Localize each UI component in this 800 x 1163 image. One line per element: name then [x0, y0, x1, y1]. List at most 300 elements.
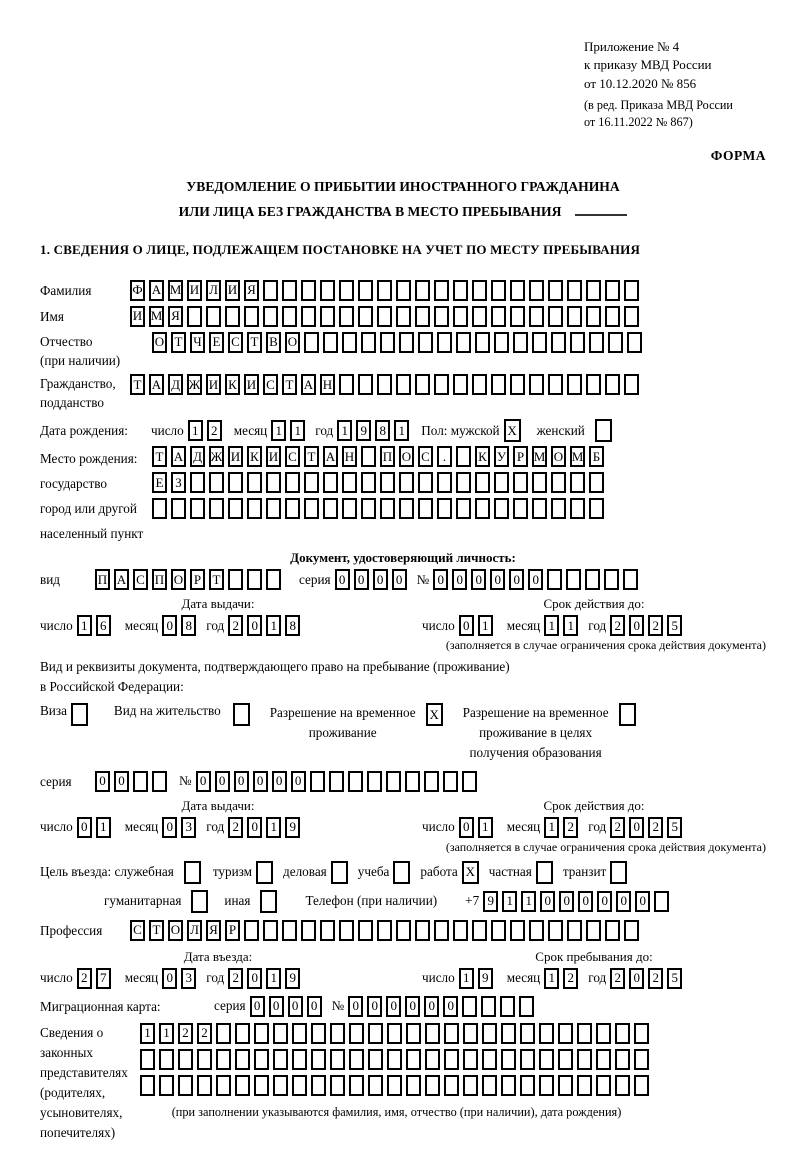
cell[interactable]: 0	[291, 771, 306, 792]
cell[interactable]	[551, 332, 566, 353]
cell[interactable]	[577, 1049, 592, 1070]
cell[interactable]	[532, 472, 547, 493]
cell[interactable]: 0	[288, 996, 303, 1017]
cell[interactable]	[491, 374, 506, 395]
cell[interactable]	[292, 1075, 307, 1096]
cell[interactable]	[418, 332, 433, 353]
cell[interactable]	[570, 472, 585, 493]
mig-series-cells[interactable]	[250, 996, 326, 1017]
cell[interactable]	[140, 1049, 155, 1070]
doc-number-cells[interactable]	[433, 569, 642, 590]
cell[interactable]	[551, 472, 566, 493]
cell[interactable]	[387, 1049, 402, 1070]
cell[interactable]	[282, 920, 297, 941]
cell[interactable]	[463, 1049, 478, 1070]
cell[interactable]	[197, 1075, 212, 1096]
cell[interactable]: Т	[171, 332, 186, 353]
cell[interactable]: И	[244, 374, 259, 395]
cell[interactable]	[399, 498, 414, 519]
cell[interactable]	[216, 1075, 231, 1096]
cell[interactable]: И	[206, 374, 221, 395]
cell[interactable]	[444, 1023, 459, 1044]
name-cells[interactable]	[130, 306, 643, 327]
cell[interactable]	[190, 472, 205, 493]
cell[interactable]: 2	[648, 615, 663, 636]
cell[interactable]	[358, 280, 373, 301]
cell[interactable]	[358, 920, 373, 941]
cell[interactable]: 0	[354, 569, 369, 590]
cell[interactable]	[624, 306, 639, 327]
cell[interactable]	[491, 280, 506, 301]
cell[interactable]	[377, 306, 392, 327]
cell[interactable]	[184, 861, 201, 884]
cell[interactable]	[627, 332, 642, 353]
cell[interactable]: 2	[610, 817, 625, 838]
cell[interactable]: 0	[335, 569, 350, 590]
cell[interactable]	[367, 771, 382, 792]
cell[interactable]: Ч	[190, 332, 205, 353]
cell[interactable]: Т	[209, 569, 224, 590]
cell[interactable]: 9	[356, 420, 371, 441]
cell[interactable]	[472, 374, 487, 395]
cell[interactable]	[263, 306, 278, 327]
cell[interactable]: 0	[367, 996, 382, 1017]
cell[interactable]	[292, 1023, 307, 1044]
cell[interactable]	[225, 306, 240, 327]
cell[interactable]	[329, 771, 344, 792]
cell[interactable]	[437, 332, 452, 353]
cell[interactable]	[71, 703, 88, 726]
cell[interactable]	[263, 280, 278, 301]
cell[interactable]	[405, 771, 420, 792]
representatives-row-2[interactable]	[140, 1049, 653, 1070]
cell[interactable]	[529, 280, 544, 301]
cell[interactable]	[339, 374, 354, 395]
cell[interactable]	[567, 374, 582, 395]
cell[interactable]	[387, 1075, 402, 1096]
cell[interactable]: 3	[181, 968, 196, 989]
cell[interactable]	[595, 419, 612, 442]
cell[interactable]: 0	[95, 771, 110, 792]
cell[interactable]	[304, 332, 319, 353]
cell[interactable]: 9	[285, 817, 300, 838]
cell[interactable]	[619, 703, 636, 726]
cell[interactable]	[501, 1075, 516, 1096]
cell[interactable]	[634, 1049, 649, 1070]
cell[interactable]: Е	[209, 332, 224, 353]
cell[interactable]: 1	[544, 817, 559, 838]
cell[interactable]	[520, 1075, 535, 1096]
cell[interactable]	[608, 332, 623, 353]
cell[interactable]	[396, 280, 411, 301]
cell[interactable]: 2	[610, 968, 625, 989]
cell[interactable]	[187, 306, 202, 327]
purpose-private-checkbox[interactable]	[536, 861, 557, 884]
doc-series-cells[interactable]	[335, 569, 411, 590]
cell[interactable]: А	[149, 374, 164, 395]
cell[interactable]: 9	[478, 968, 493, 989]
cell[interactable]	[330, 1075, 345, 1096]
cell[interactable]: 0	[348, 996, 363, 1017]
cell[interactable]: 2	[228, 817, 243, 838]
cell[interactable]: Т	[282, 374, 297, 395]
cell[interactable]: Р	[225, 920, 240, 941]
doc-valid-month-cells[interactable]	[544, 615, 582, 636]
cell[interactable]	[348, 771, 363, 792]
cell[interactable]: 0	[162, 615, 177, 636]
cell[interactable]: 0	[559, 891, 574, 912]
permit-issue-day-cells[interactable]	[77, 817, 115, 838]
cell[interactable]: Б	[589, 446, 604, 467]
cell[interactable]: Р	[190, 569, 205, 590]
cell[interactable]	[393, 861, 410, 884]
cell[interactable]: Д	[168, 374, 183, 395]
cell[interactable]: 0	[162, 817, 177, 838]
cell[interactable]: 6	[96, 615, 111, 636]
cell[interactable]	[494, 498, 509, 519]
cell[interactable]	[320, 280, 335, 301]
cell[interactable]: 1	[521, 891, 536, 912]
cell[interactable]: К	[475, 446, 490, 467]
cell[interactable]: Т	[130, 374, 145, 395]
cell[interactable]: 0	[629, 817, 644, 838]
cell[interactable]	[301, 920, 316, 941]
purpose-tourism-checkbox[interactable]	[256, 861, 277, 884]
cell[interactable]: 2	[648, 817, 663, 838]
cell[interactable]	[206, 306, 221, 327]
permit-series-cells[interactable]	[95, 771, 171, 792]
cell[interactable]	[453, 920, 468, 941]
cell[interactable]	[536, 861, 553, 884]
permit-issue-month-cells[interactable]	[162, 817, 200, 838]
cell[interactable]	[310, 771, 325, 792]
cell[interactable]	[396, 920, 411, 941]
cell[interactable]: 0	[490, 569, 505, 590]
birth-place-row-1[interactable]	[152, 446, 608, 467]
cell[interactable]	[585, 569, 600, 590]
purpose-work-checkbox[interactable]	[462, 861, 483, 884]
cell[interactable]	[342, 332, 357, 353]
cell[interactable]	[415, 374, 430, 395]
cell[interactable]	[330, 1049, 345, 1070]
cell[interactable]	[425, 1049, 440, 1070]
cell[interactable]	[453, 280, 468, 301]
cell[interactable]	[159, 1075, 174, 1096]
cell[interactable]: 1	[459, 968, 474, 989]
cell[interactable]: Ж	[187, 374, 202, 395]
cell[interactable]: 1	[290, 420, 305, 441]
cell[interactable]	[301, 306, 316, 327]
cell[interactable]	[339, 306, 354, 327]
cell[interactable]	[266, 498, 281, 519]
surname-cells[interactable]	[130, 280, 643, 301]
cell[interactable]: И	[130, 306, 145, 327]
cell[interactable]	[437, 498, 452, 519]
cell[interactable]: 1	[266, 817, 281, 838]
cell[interactable]	[529, 306, 544, 327]
cell[interactable]	[463, 1023, 478, 1044]
cell[interactable]: П	[380, 446, 395, 467]
cell[interactable]: 1	[394, 420, 409, 441]
cell[interactable]	[266, 472, 281, 493]
cell[interactable]	[532, 498, 547, 519]
stay-year-cells[interactable]	[610, 968, 686, 989]
cell[interactable]	[406, 1049, 421, 1070]
cell[interactable]: 0	[629, 968, 644, 989]
cell[interactable]	[323, 332, 338, 353]
cell[interactable]	[273, 1049, 288, 1070]
cell[interactable]	[323, 472, 338, 493]
stay-month-cells[interactable]	[544, 968, 582, 989]
cell[interactable]: О	[152, 332, 167, 353]
cell[interactable]: 7	[96, 968, 111, 989]
cell[interactable]	[171, 498, 186, 519]
residence-permit-checkbox[interactable]	[233, 703, 254, 726]
cell[interactable]	[358, 306, 373, 327]
dob-day-cells[interactable]	[188, 420, 226, 441]
cell[interactable]	[462, 771, 477, 792]
birth-place-row-2[interactable]	[152, 472, 608, 493]
cell[interactable]	[501, 1023, 516, 1044]
cell[interactable]	[551, 498, 566, 519]
cell[interactable]: С	[285, 446, 300, 467]
cell[interactable]	[247, 569, 262, 590]
cell[interactable]	[434, 280, 449, 301]
cell[interactable]	[589, 498, 604, 519]
cell[interactable]	[263, 920, 278, 941]
cell[interactable]	[463, 1075, 478, 1096]
cell[interactable]	[311, 1075, 326, 1096]
purpose-transit-checkbox[interactable]	[610, 861, 631, 884]
cell[interactable]	[178, 1049, 193, 1070]
cell[interactable]: 0	[452, 569, 467, 590]
cell[interactable]: X	[504, 419, 521, 442]
cell[interactable]	[539, 1049, 554, 1070]
cell[interactable]	[456, 472, 471, 493]
cell[interactable]: .	[437, 446, 452, 467]
cell[interactable]: 2	[178, 1023, 193, 1044]
cell[interactable]	[133, 771, 148, 792]
cell[interactable]: Я	[244, 280, 259, 301]
cell[interactable]: 0	[234, 771, 249, 792]
cell[interactable]	[191, 890, 208, 913]
cell[interactable]: Ф	[130, 280, 145, 301]
cell[interactable]: 0	[392, 569, 407, 590]
cell[interactable]: 0	[247, 615, 262, 636]
cell[interactable]: 0	[373, 569, 388, 590]
cell[interactable]	[444, 1075, 459, 1096]
cell[interactable]	[152, 498, 167, 519]
cell[interactable]	[396, 374, 411, 395]
cell[interactable]: Ж	[209, 446, 224, 467]
cell[interactable]	[624, 280, 639, 301]
cell[interactable]	[532, 332, 547, 353]
cell[interactable]	[548, 374, 563, 395]
cell[interactable]: Т	[247, 332, 262, 353]
cell[interactable]: 0	[471, 569, 486, 590]
cell[interactable]	[361, 446, 376, 467]
cell[interactable]	[610, 861, 627, 884]
cell[interactable]	[444, 1049, 459, 1070]
cell[interactable]: 0	[247, 968, 262, 989]
cell[interactable]	[228, 498, 243, 519]
cell[interactable]	[472, 280, 487, 301]
cell[interactable]	[548, 280, 563, 301]
cell[interactable]	[577, 1023, 592, 1044]
phone-cells[interactable]	[483, 891, 673, 912]
cell[interactable]	[304, 498, 319, 519]
temp-permit-checkbox[interactable]	[426, 703, 447, 726]
cell[interactable]	[415, 920, 430, 941]
cell[interactable]: Н	[320, 374, 335, 395]
cell[interactable]	[254, 1075, 269, 1096]
cell[interactable]: И	[266, 446, 281, 467]
cell[interactable]	[491, 306, 506, 327]
cell[interactable]	[209, 472, 224, 493]
cell[interactable]: 0	[509, 569, 524, 590]
doc-valid-day-cells[interactable]	[459, 615, 497, 636]
cell[interactable]	[558, 1075, 573, 1096]
cell[interactable]	[361, 332, 376, 353]
cell[interactable]: Л	[187, 920, 202, 941]
cell[interactable]: 2	[610, 615, 625, 636]
cell[interactable]: Р	[513, 446, 528, 467]
cell[interactable]	[399, 332, 414, 353]
cell[interactable]	[339, 920, 354, 941]
entry-day-cells[interactable]	[77, 968, 115, 989]
cell[interactable]: Я	[168, 306, 183, 327]
cell[interactable]: И	[187, 280, 202, 301]
mig-number-cells[interactable]	[348, 996, 538, 1017]
cell[interactable]	[254, 1049, 269, 1070]
cell[interactable]	[654, 891, 669, 912]
cell[interactable]: X	[462, 861, 479, 884]
cell[interactable]	[456, 446, 471, 467]
cell[interactable]	[570, 332, 585, 353]
cell[interactable]	[330, 1023, 345, 1044]
cell[interactable]: 0	[528, 569, 543, 590]
cell[interactable]: М	[168, 280, 183, 301]
cell[interactable]	[577, 1075, 592, 1096]
cell[interactable]: 1	[140, 1023, 155, 1044]
cell[interactable]: 8	[285, 615, 300, 636]
cell[interactable]	[368, 1023, 383, 1044]
cell[interactable]	[456, 498, 471, 519]
cell[interactable]	[380, 332, 395, 353]
cell[interactable]: 1	[188, 420, 203, 441]
cell[interactable]	[539, 1075, 554, 1096]
cell[interactable]: 1	[271, 420, 286, 441]
cell[interactable]	[254, 1023, 269, 1044]
cell[interactable]	[311, 1023, 326, 1044]
cell[interactable]	[235, 1049, 250, 1070]
cell[interactable]: 1	[159, 1023, 174, 1044]
cell[interactable]	[567, 280, 582, 301]
cell[interactable]: 0	[578, 891, 593, 912]
cell[interactable]	[586, 920, 601, 941]
cell[interactable]: 1	[77, 615, 92, 636]
cell[interactable]: 0	[616, 891, 631, 912]
cell[interactable]	[387, 1023, 402, 1044]
cell[interactable]	[566, 569, 581, 590]
cell[interactable]	[475, 332, 490, 353]
cell[interactable]	[510, 280, 525, 301]
purpose-other-checkbox[interactable]	[260, 890, 281, 913]
cell[interactable]	[349, 1075, 364, 1096]
cell[interactable]	[472, 920, 487, 941]
cell[interactable]: 1	[563, 615, 578, 636]
cell[interactable]	[406, 1023, 421, 1044]
cell[interactable]: 0	[635, 891, 650, 912]
cell[interactable]	[623, 569, 638, 590]
cell[interactable]	[596, 1049, 611, 1070]
cell[interactable]	[634, 1023, 649, 1044]
cell[interactable]	[418, 472, 433, 493]
cell[interactable]	[615, 1023, 630, 1044]
cell[interactable]: 2	[563, 817, 578, 838]
cell[interactable]: 2	[563, 968, 578, 989]
entry-year-cells[interactable]	[228, 968, 304, 989]
cell[interactable]: 2	[648, 968, 663, 989]
doc-kind-cells[interactable]	[95, 569, 285, 590]
cell[interactable]	[548, 306, 563, 327]
cell[interactable]: 5	[667, 968, 682, 989]
doc-issue-year-cells[interactable]	[228, 615, 304, 636]
cell[interactable]	[320, 920, 335, 941]
stay-day-cells[interactable]	[459, 968, 497, 989]
cell[interactable]	[481, 996, 496, 1017]
cell[interactable]: X	[426, 703, 443, 726]
cell[interactable]	[273, 1075, 288, 1096]
birth-place-row-3[interactable]	[152, 498, 608, 519]
cell[interactable]	[510, 920, 525, 941]
permit-valid-day-cells[interactable]	[459, 817, 497, 838]
cell[interactable]: В	[266, 332, 281, 353]
cell[interactable]	[482, 1023, 497, 1044]
cell[interactable]: У	[494, 446, 509, 467]
cell[interactable]	[377, 920, 392, 941]
cell[interactable]: 0	[272, 771, 287, 792]
cell[interactable]	[273, 1023, 288, 1044]
cell[interactable]	[513, 498, 528, 519]
cell[interactable]	[323, 498, 338, 519]
cell[interactable]	[285, 498, 300, 519]
cell[interactable]	[434, 306, 449, 327]
cell[interactable]	[358, 374, 373, 395]
cell[interactable]	[361, 498, 376, 519]
cell[interactable]: 3	[181, 817, 196, 838]
cell[interactable]	[415, 306, 430, 327]
cell[interactable]	[282, 306, 297, 327]
cell[interactable]: Т	[304, 446, 319, 467]
cell[interactable]: 1	[266, 968, 281, 989]
cell[interactable]	[529, 920, 544, 941]
cell[interactable]	[425, 1023, 440, 1044]
cell[interactable]	[605, 280, 620, 301]
cell[interactable]: Е	[152, 472, 167, 493]
cell[interactable]	[558, 1023, 573, 1044]
cell[interactable]	[209, 498, 224, 519]
sex-male-checkbox[interactable]	[504, 419, 525, 442]
cell[interactable]: 0	[443, 996, 458, 1017]
cell[interactable]: С	[133, 569, 148, 590]
cell[interactable]: О	[285, 332, 300, 353]
cell[interactable]: Т	[152, 446, 167, 467]
cell[interactable]	[596, 1023, 611, 1044]
patronymic-cells[interactable]	[152, 332, 646, 353]
cell[interactable]: С	[130, 920, 145, 941]
sex-female-checkbox[interactable]	[595, 419, 616, 442]
